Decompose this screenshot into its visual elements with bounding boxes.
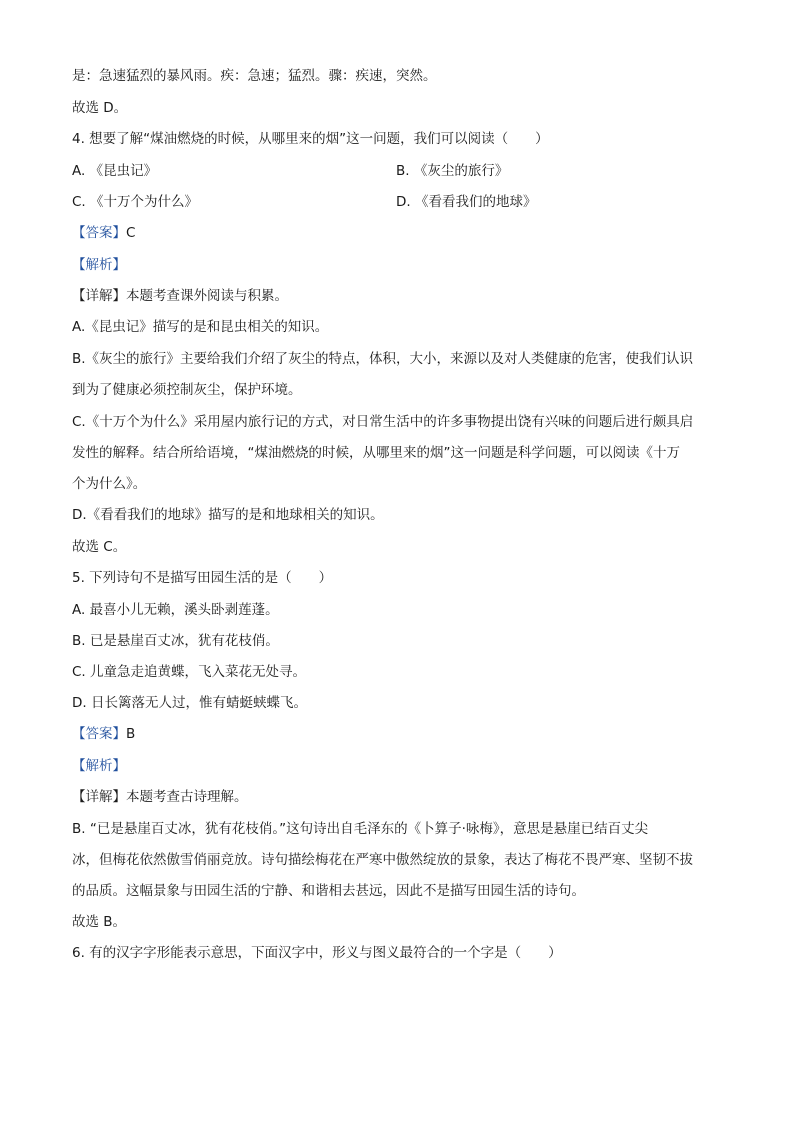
question-5-stem: 5. 下列诗句不是描写田园生活的是（ ）	[72, 570, 333, 586]
explanation-line: C.《十万个为什么》采用屋内旅行记的方式，对日常生活中的许多事物提出饶有兴味的问题后进行颇具启	[72, 414, 694, 430]
option-d: D. 日长篱落无人过，惟有蜻蜓蛱蝶飞。	[72, 695, 307, 711]
option-a: A. 最喜小儿无赖，溪头卧剥莲蓬。	[72, 602, 279, 618]
detail-line: 【详解】本题考查课外阅读与积累。	[72, 288, 288, 304]
option-b: B. 已是悬崖百丈冰，犹有花枝俏。	[72, 633, 279, 649]
conclusion-line: 故选 C。	[72, 539, 127, 555]
option-b: B. 《灰尘的旅行》	[396, 163, 509, 179]
explanation-line: 冰，但梅花依然傲雪俏丽竞放。诗句描绘梅花在严寒中傲然绽放的景象，表达了梅花不畏严寒、坚韧不拔	[72, 852, 693, 868]
explanation-line: 的品质。这幅景象与田园生活的宁静、和谐相去甚远，因此不是描写田园生活的诗句。	[72, 883, 585, 899]
detail-line: 【详解】本题考查古诗理解。	[72, 789, 248, 805]
explanation-line: B.《灰尘的旅行》主要给我们介绍了灰尘的特点，体积，大小，来源以及对人类健康的危害，使我们认识	[72, 351, 694, 367]
analysis-tag: 【解析】	[72, 257, 126, 273]
text-line: 故选 D。	[72, 100, 128, 116]
question-6-stem: 6. 有的汉字字形能表示意思，下面汉字中，形义与图义最符合的一个字是（ ）	[72, 945, 562, 961]
explanation-line: D.《看看我们的地球》描写的是和地球相关的知识。	[72, 507, 384, 523]
answer-line	[72, 724, 732, 744]
answer-value: C	[126, 225, 136, 241]
text-line: 是：急速猛烈的暴风雨。疾：急速；猛烈。骤：疾速，突然。	[72, 68, 437, 84]
question-4-stem: 4. 想要了解“煤油燃烧的时候，从哪里来的烟”这一问题，我们可以阅读（ ）	[72, 131, 549, 147]
answer-line	[72, 223, 732, 243]
explanation-line: 到为了健康必须控制灰尘，保护环境。	[72, 382, 302, 398]
explanation-line: 个为什么》。	[72, 476, 147, 492]
answer-tag: 【答案】	[72, 225, 126, 241]
option-c: C. 《十万个为什么》	[72, 194, 199, 210]
answer-tag: 【答案】	[72, 726, 126, 742]
option-a: A. 《昆虫记》	[72, 163, 158, 179]
option-d: D. 《看看我们的地球》	[396, 194, 537, 210]
analysis-tag: 【解析】	[72, 758, 126, 774]
option-c: C. 儿童急走追黄蝶，飞入菜花无处寻。	[72, 664, 307, 680]
explanation-line: 发性的解释。结合所给语境，“煤油燃烧的时候，从哪里来的烟”这一问题是科学问题，可以阅读《十万	[72, 445, 680, 461]
answer-value: B	[126, 726, 136, 742]
explanation-line: A.《昆虫记》描写的是和昆虫相关的知识。	[72, 319, 329, 335]
conclusion-line: 故选 B。	[72, 914, 127, 930]
explanation-line: B. “已是悬崖百丈冰，犹有花枝俏。”这句诗出自毛泽东的《卜算子·咏梅》，意思是悬崖已结百丈尖	[72, 821, 649, 837]
